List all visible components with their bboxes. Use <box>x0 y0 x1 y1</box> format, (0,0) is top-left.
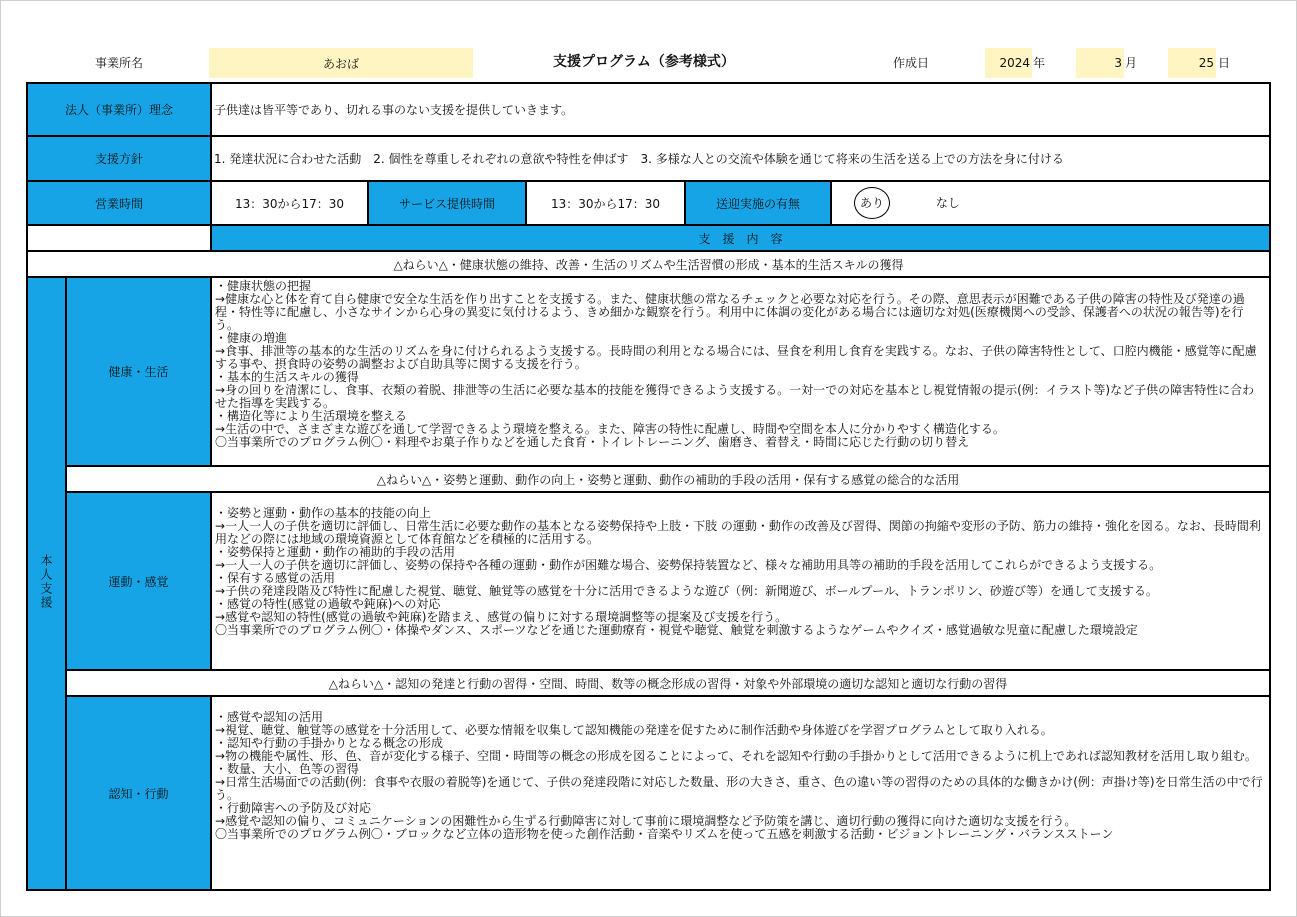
content-header-blank <box>27 225 211 251</box>
year-field[interactable] <box>985 48 1032 78</box>
section-row <box>27 277 1270 466</box>
aim-row <box>27 670 1270 696</box>
policy-label: 支援方針 <box>27 136 211 181</box>
section-body-cognition[interactable]: ・感覚や認知の活用 →視覚、聴覚、触覚等の感覚を十分活用して、必要な情報を収集して認知機能の発達を促すために制作活動や身体遊びを学習プログラムとして取り入れる。 ・認知や行動の手掛かりとなる概念の形成 →物の機能や属性、形、色、音が変化する様子、空間・時間等の概念の形成を図ることによって、それを認知や行動の手掛かりとして活用できるように机上であれば認知教材を活用し取り組む。 ・数量、大小、色等の習得 →日常生活場面での活動(例：食事や衣服の着脱等)を通じて、子供の発達段階に対応した数量、形の大きさ、重さ、色の違い等の習得のための具体的な働きかけ(例：声掛け等)を日常生活の中で行う。 ・行動障害への予防及び対応 →感覚や認知の偏り、コミュニケーションの困難性から生ずる行動障害に対して事前に環境調整など予防策を講じ、適切行動の獲得に向けた適切な支援を行う。 〇当事業所でのプログラム例〇・ブロックなど立体の造形物を使った創作活動・音楽やリズムを使って五感を刺激する活動・ビジョントレーニング・バランスストーン <box>211 696 1270 890</box>
transport-label: 送迎実施の有無 <box>685 181 831 225</box>
month-field[interactable] <box>1076 48 1124 78</box>
section-row <box>27 696 1270 890</box>
office-name-field[interactable] <box>209 48 473 78</box>
philosophy-text[interactable]: 子供達は皆平等であり、切れる事のない支援を提供していきます。 <box>211 83 1270 136</box>
aim-health: △ねらい△・健康状態の維持、改善・生活のリズムや生活習慣の形成・基本的生活スキルの獲得 <box>27 251 1270 277</box>
aim-cognition: △ねらい△・認知の発達と行動の習得・空間、時間、数等の概念形成の習得・対象や外部環境の適切な認知と適切な行動の習得 <box>66 670 1270 696</box>
service-label: サービス提供時間 <box>368 181 526 225</box>
section-body-motor[interactable]: ・姿勢と運動・動作の基本的技能の向上 →一人一人の子供を適切に評価し、日常生活に必要な動作の基本となる姿勢保持や上肢・下肢 の運動・動作の改善及び習得、関節の拘縮や変形の予防、筋力の維持・強化を図る。なお、長時間利用などの際には地域の環境資源として体育館などを積極的に活用する。 ・姿勢保持と運動・動作の補助的手段の活用 →一人一人の子供を適切に評価し、姿勢の保持や各種の運動・動作が困難な場合、姿勢保持装置など、様々な補助用具等の補助的手段を活用してこれらができるよう支援する。 ・保有する感覚の活用 →子供の発達段階及び特性に配慮した視覚、聴覚、触覚等の感覚を十分に活用できるような遊び（例：新聞遊び、ボールプール、トランポリン、砂遊び等）を通して支援する。 ・感覚の特性(感覚の過敏や鈍麻)への対応 →感覚や認知の特性(感覚の過敏や鈍麻)を踏まえ、感覚の偏りに対する環境調整等の提案及び支援を行う。 〇当事業所でのプログラム例〇・体操やダンス、スポーツなどを通じた運動療育・視覚や聴覚、触覚を刺激するようなゲームやクイズ・感覚過敏な児童に配慮した環境設定 <box>211 492 1270 670</box>
policy-row <box>27 136 1270 181</box>
month-value: 3 <box>1114 56 1122 70</box>
philosophy-row <box>27 83 1270 136</box>
section-label-motor: 運動・感覚 <box>66 492 211 670</box>
transport-no-option[interactable]: なし <box>935 196 960 210</box>
aim-row <box>27 251 1270 277</box>
policy-text[interactable]: 1. 発達状況に合わせた活動 2. 個性を尊重しそれぞれの意欲や特性を伸ばす 3. 多様な人との交流や体験を通じて将来の生活を送る上での方法を身に付ける <box>211 136 1270 181</box>
office-name: あおば <box>322 56 359 71</box>
page-title: 支援プログラム（参考様式） <box>553 54 735 70</box>
transport-options <box>831 181 1270 225</box>
transport-yes-option[interactable]: あり <box>854 187 890 219</box>
date-label: 作成日 <box>893 56 930 70</box>
hours-value[interactable]: 13：30から17：30 <box>211 181 368 225</box>
philosophy-label: 法人（事業所）理念 <box>27 83 211 136</box>
support-category-label: 本人支援 <box>39 554 53 610</box>
day-value: 25 <box>1198 56 1214 70</box>
year-value: 2024 <box>999 56 1030 70</box>
section-body-health[interactable]: ・健康状態の把握 →健康な心と体を育て自ら健康で安全な生活を作り出すことを支援する。また、健康状態の常なるチェックと必要な対応を行う。その際、意思表示が困難である子供の障害の特性及び発達の過程・特性等に配慮し、小さなサインから心身の異変に気付けるよう、きめ細かな観察を行う。利用中に体調の変化がある場合には適切な対処(医療機関への受診、保護者への状況の報告等)を行う。 ・健康の増進 →食事、排泄等の基本的な生活のリズムを身に付けられるよう支援する。長時間の利用となる場合には、昼食を利用し食育を実践する。なお、子供の障害特性として、口腔内機能・感覚等に配慮する事や、摂食時の姿勢の調整および自助具等に関する支援を行う。 ・基本的生活スキルの獲得 →身の回りを清潔にし、食事、衣類の着脱、排泄等の生活に必要な基本的技能を獲得できるよう支援する。一対一での対応を基本とし視覚情報の提示(例：イラスト等)など子供の障害特性に合わせた指導を実践する。 ・構造化等により生活環境を整える →生活の中で、さまざまな遊びを通して学習できるよう環境を整える。また、障害の特性に配慮し、時間や空間を本人に分かりやすく構造化する。 〇当事業所でのプログラム例〇・料理やお菓子作りなどを通した食育・トイレトレーニング、歯磨き、着替え・時間に応じた行動の切り替え <box>211 277 1270 466</box>
hours-label: 営業時間 <box>27 181 211 225</box>
section-row <box>27 492 1270 670</box>
hours-row <box>27 181 1270 225</box>
support-program-table <box>26 82 1271 891</box>
day-unit: 日 <box>1218 56 1231 70</box>
office-label: 事業所名 <box>95 56 144 70</box>
section-label-health: 健康・生活 <box>66 277 211 466</box>
support-category <box>27 277 66 890</box>
section-label-cognition: 認知・行動 <box>66 696 211 890</box>
aim-row <box>27 466 1270 492</box>
day-field[interactable] <box>1168 48 1216 78</box>
content-header: 支 援 内 容 <box>211 225 1270 251</box>
service-value[interactable]: 13：30から17：30 <box>526 181 685 225</box>
month-unit: 月 <box>1125 56 1138 70</box>
content-header-row <box>27 225 1270 251</box>
year-unit: 年 <box>1033 56 1046 70</box>
aim-motor: △ねらい△・姿勢と運動、動作の向上・姿勢と運動、動作の補助的手段の活用・保有する感覚の総合的な活用 <box>66 466 1270 492</box>
